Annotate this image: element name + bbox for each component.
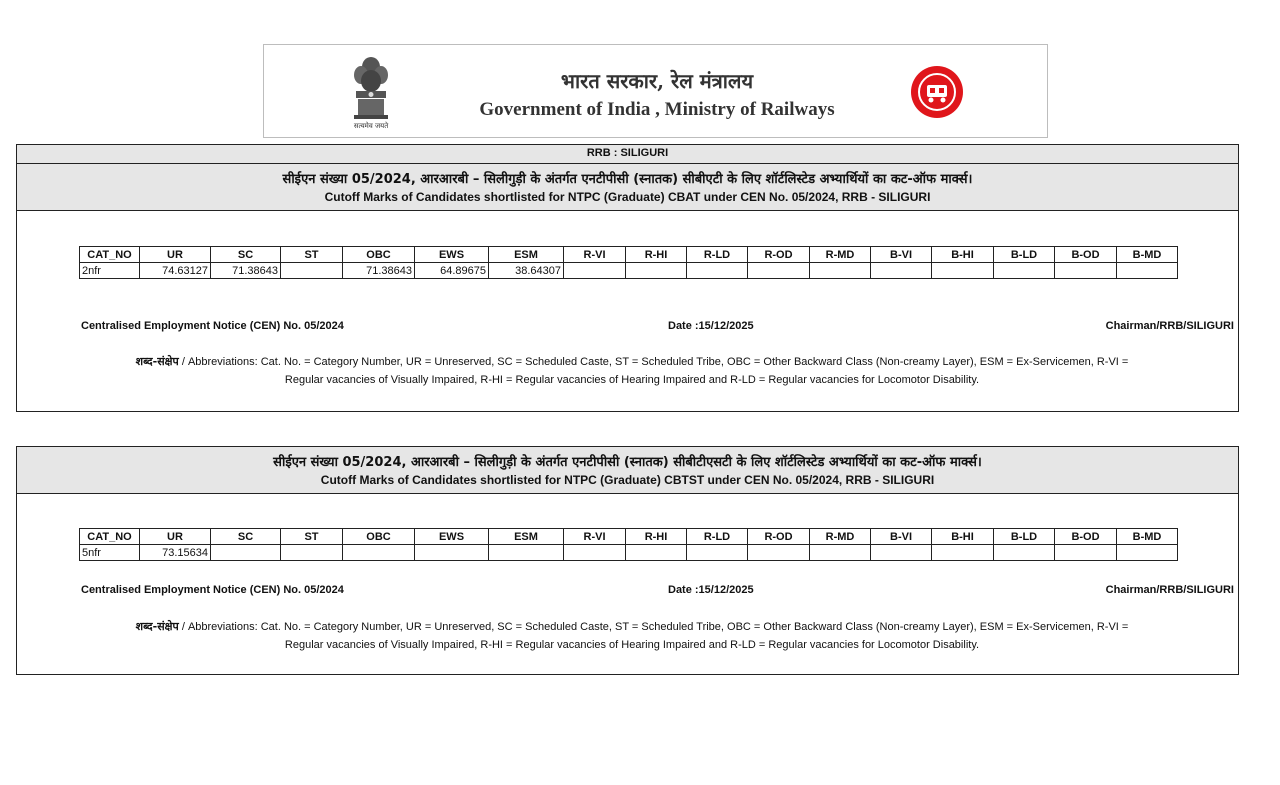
column-header: B-MD: [1117, 247, 1178, 263]
ministry-title-english: Government of India , Ministry of Railways: [479, 99, 835, 120]
table-cell: [810, 263, 871, 279]
column-header: OBC: [343, 529, 415, 545]
table-cell: 5nfr: [80, 545, 140, 561]
column-header: B-HI: [932, 529, 994, 545]
column-header: R-VI: [564, 247, 626, 263]
column-header: SC: [211, 247, 281, 263]
table-row: [80, 545, 1178, 561]
column-header: B-MD: [1117, 529, 1178, 545]
table-cell: [994, 263, 1055, 279]
table-header-row: [80, 529, 1178, 545]
signatory: Chairman/RRB/SILIGURI: [1105, 584, 1234, 596]
table-cell: [687, 545, 748, 561]
table-cell: [687, 263, 748, 279]
indian-railways-logo-icon: [910, 65, 964, 119]
table-cell: [748, 263, 810, 279]
signatory: Chairman/RRB/SILIGURI: [1105, 320, 1234, 332]
abbreviations-line-2: Regular vacancies of Visually Impaired, R-HI = Regular vacancies of Hearing Impaired and R-LD = Regular vacancies for Locomotor Disability.: [284, 374, 980, 386]
column-header: CAT_NO: [80, 529, 140, 545]
column-header: ST: [281, 529, 343, 545]
table-cell: [871, 545, 932, 561]
table-cell: 71.38643: [211, 263, 281, 279]
cutoff-table: [79, 528, 1178, 561]
table-cell: [1117, 545, 1178, 561]
table-cell: [1055, 545, 1117, 561]
table-row: [80, 263, 1178, 279]
column-header: EWS: [415, 529, 489, 545]
column-header: B-OD: [1055, 247, 1117, 263]
section-title-english: Cutoff Marks of Candidates shortlisted for NTPC (Graduate) CBAT under CEN No. 05/2024, RRB - SILIGURI: [324, 190, 931, 204]
column-header: B-VI: [871, 247, 932, 263]
column-header: R-HI: [626, 529, 687, 545]
table-cell: 38.64307: [489, 263, 564, 279]
column-header: UR: [140, 247, 211, 263]
table-cell: [564, 545, 626, 561]
column-header: R-LD: [687, 529, 748, 545]
cen-number: Centralised Employment Notice (CEN) No. 05/2024: [81, 320, 344, 332]
notice-date: Date :15/12/2025: [668, 584, 754, 596]
table-cell: 2nfr: [80, 263, 140, 279]
column-header: CAT_NO: [80, 247, 140, 263]
table-cell: [932, 263, 994, 279]
abbreviations: [77, 353, 1187, 389]
abbreviations-line-2: Regular vacancies of Visually Impaired, R-HI = Regular vacancies of Hearing Impaired and R-LD = Regular vacancies for Locomotor Disability.: [284, 639, 980, 651]
column-header: SC: [211, 529, 281, 545]
column-header: B-OD: [1055, 529, 1117, 545]
letterhead: [263, 44, 1048, 138]
abbreviations-line-1: / Abbreviations: Cat. No. = Category Number, UR = Unreserved, SC = Scheduled Caste, ST = Scheduled Tribe, OBC = Other Backward Class (Non-creamy Layer), ESM = Ex-Servicemen, R-VI =: [178, 621, 1129, 633]
cutoff-table: [79, 246, 1178, 279]
abbreviations-hindi-label: शब्द-संक्षेप: [135, 355, 179, 368]
table-cell: [871, 263, 932, 279]
table-cell: [343, 545, 415, 561]
abbreviations: [77, 618, 1187, 654]
section-title: [17, 164, 1238, 211]
table-cell: 74.63127: [140, 263, 211, 279]
column-header: B-LD: [994, 529, 1055, 545]
column-header: R-MD: [810, 247, 871, 263]
cutoff-section-cbat: [16, 144, 1239, 412]
rrb-label: RRB : SILIGURI: [17, 145, 1238, 164]
notice-date: Date :15/12/2025: [668, 320, 754, 332]
column-header: ESM: [489, 529, 564, 545]
section-title-english: Cutoff Marks of Candidates shortlisted for NTPC (Graduate) CBTST under CEN No. 05/2024, RRB - SILIGURI: [320, 473, 935, 487]
table-cell: 64.89675: [415, 263, 489, 279]
table-cell: [564, 263, 626, 279]
column-header: R-LD: [687, 247, 748, 263]
table-cell: [626, 545, 687, 561]
column-header: OBC: [343, 247, 415, 263]
column-header: B-LD: [994, 247, 1055, 263]
table-cell: [1055, 263, 1117, 279]
table-cell: [415, 545, 489, 561]
table-cell: [748, 545, 810, 561]
column-header: UR: [140, 529, 211, 545]
table-cell: [810, 545, 871, 561]
table-header-row: [80, 247, 1178, 263]
ministry-title-hindi: भारत सरकार, रेल मंत्रालय: [560, 69, 754, 93]
table-cell: [211, 545, 281, 561]
table-cell: [932, 545, 994, 561]
column-header: R-HI: [626, 247, 687, 263]
table-cell: [1117, 263, 1178, 279]
table-cell: [489, 545, 564, 561]
section-title: [17, 447, 1238, 494]
column-header: EWS: [415, 247, 489, 263]
emblem-caption: सत्यमेव जयते: [353, 122, 389, 130]
cutoff-section-cbtst: [16, 446, 1239, 675]
national-emblem-icon: [348, 55, 394, 131]
column-header: ST: [281, 247, 343, 263]
table-cell: 71.38643: [343, 263, 415, 279]
table-cell: [626, 263, 687, 279]
abbreviations-line-1: / Abbreviations: Cat. No. = Category Number, UR = Unreserved, SC = Scheduled Caste, ST = Scheduled Tribe, OBC = Other Backward Class (Non-creamy Layer), ESM = Ex-Servicemen, R-VI =: [178, 356, 1129, 368]
table-cell: [281, 263, 343, 279]
cen-number: Centralised Employment Notice (CEN) No. 05/2024: [81, 584, 344, 596]
abbreviations-hindi-label: शब्द-संक्षेप: [135, 620, 179, 633]
column-header: R-VI: [564, 529, 626, 545]
section-title-hindi: सीईएन संख्या 05/2024, आरआरबी – सिलीगुड़ी के अंतर्गत एनटीपीसी (स्नातक) सीबीएटी के लिए शॉर्टलिस्टेड अभ्यार्थियों का कट-ऑफ मार्क्स।: [282, 172, 973, 187]
column-header: R-OD: [748, 247, 810, 263]
table-cell: [994, 545, 1055, 561]
column-header: B-VI: [871, 529, 932, 545]
table-cell: 73.15634: [140, 545, 211, 561]
column-header: R-MD: [810, 529, 871, 545]
table-cell: [281, 545, 343, 561]
column-header: R-OD: [748, 529, 810, 545]
column-header: ESM: [489, 247, 564, 263]
section-title-hindi: सीईएन संख्या 05/2024, आरआरबी – सिलीगुड़ी के अंतर्गत एनटीपीसी (स्नातक) सीबीटीएसटी के लिए शॉर्टलिस्टेड अभ्यार्थियों का कट-ऑफ मार्क्स।: [273, 455, 982, 470]
column-header: B-HI: [932, 247, 994, 263]
